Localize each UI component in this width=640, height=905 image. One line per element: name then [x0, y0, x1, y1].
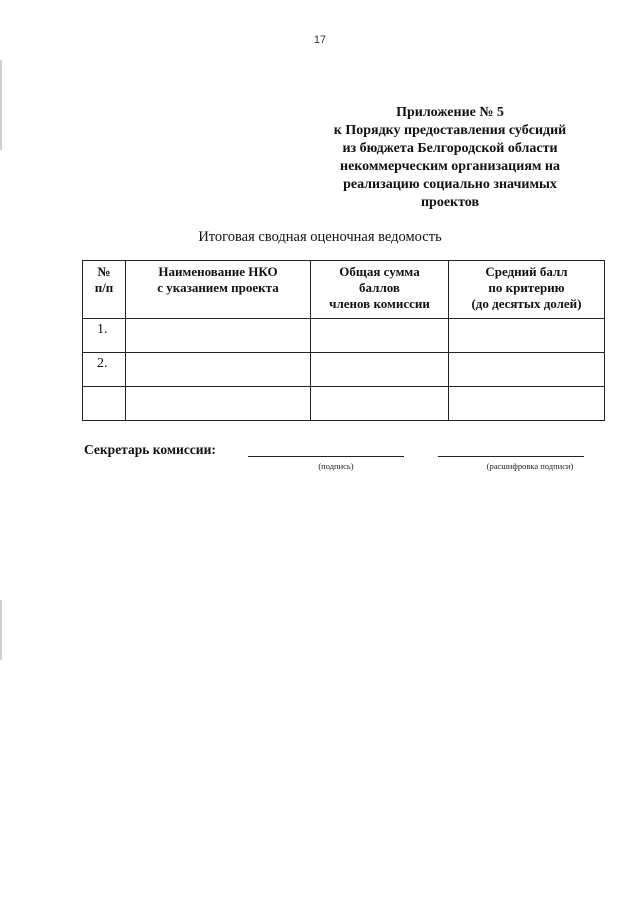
organization-cell [126, 353, 311, 387]
appendix-line: из бюджета Белгородской области [342, 141, 558, 156]
assessment-table [82, 260, 605, 421]
table-header-row [83, 261, 605, 319]
scan-edge-mark [0, 600, 2, 660]
appendix-header [300, 104, 600, 212]
average-score-cell [449, 387, 605, 421]
row-number-cell: 2. [83, 353, 126, 387]
table-row [83, 319, 605, 353]
organization-cell [126, 319, 311, 353]
total-score-cell [311, 319, 449, 353]
row-number-cell [83, 387, 126, 421]
scan-edge-mark [0, 60, 2, 150]
organization-cell [126, 387, 311, 421]
header-average-score: Средний балл по критерию (до десятых долей) [449, 261, 605, 319]
name-decode-line [438, 456, 584, 457]
name-decode-caption: (расшифровка подписи) [486, 461, 574, 471]
header-total-score: Общая сумма баллов членов комиссии [311, 261, 449, 319]
signature-caption: (подпись) [318, 461, 354, 471]
average-score-cell [449, 353, 605, 387]
appendix-line: реализацию социально значимых [343, 177, 557, 192]
secretary-label: Секретарь комиссии: [84, 442, 216, 457]
appendix-line: к Порядку предоставления субсидий [333, 123, 567, 138]
signature-line [248, 456, 404, 457]
table-row [83, 353, 605, 387]
average-score-cell [449, 319, 605, 353]
appendix-line: некоммерческим организациям на [340, 159, 560, 174]
header-number: № п/п [83, 261, 126, 319]
appendix-line: Приложение № 5 [396, 105, 504, 120]
page-number: 17 [313, 34, 327, 46]
appendix-line: проектов [420, 195, 480, 210]
total-score-cell [311, 387, 449, 421]
table-row [83, 387, 605, 421]
row-number-cell: 1. [83, 319, 126, 353]
document-title: Итоговая сводная оценочная ведомость [198, 229, 442, 245]
header-organization: Наименование НКО с указанием проекта [126, 261, 311, 319]
total-score-cell [311, 353, 449, 387]
